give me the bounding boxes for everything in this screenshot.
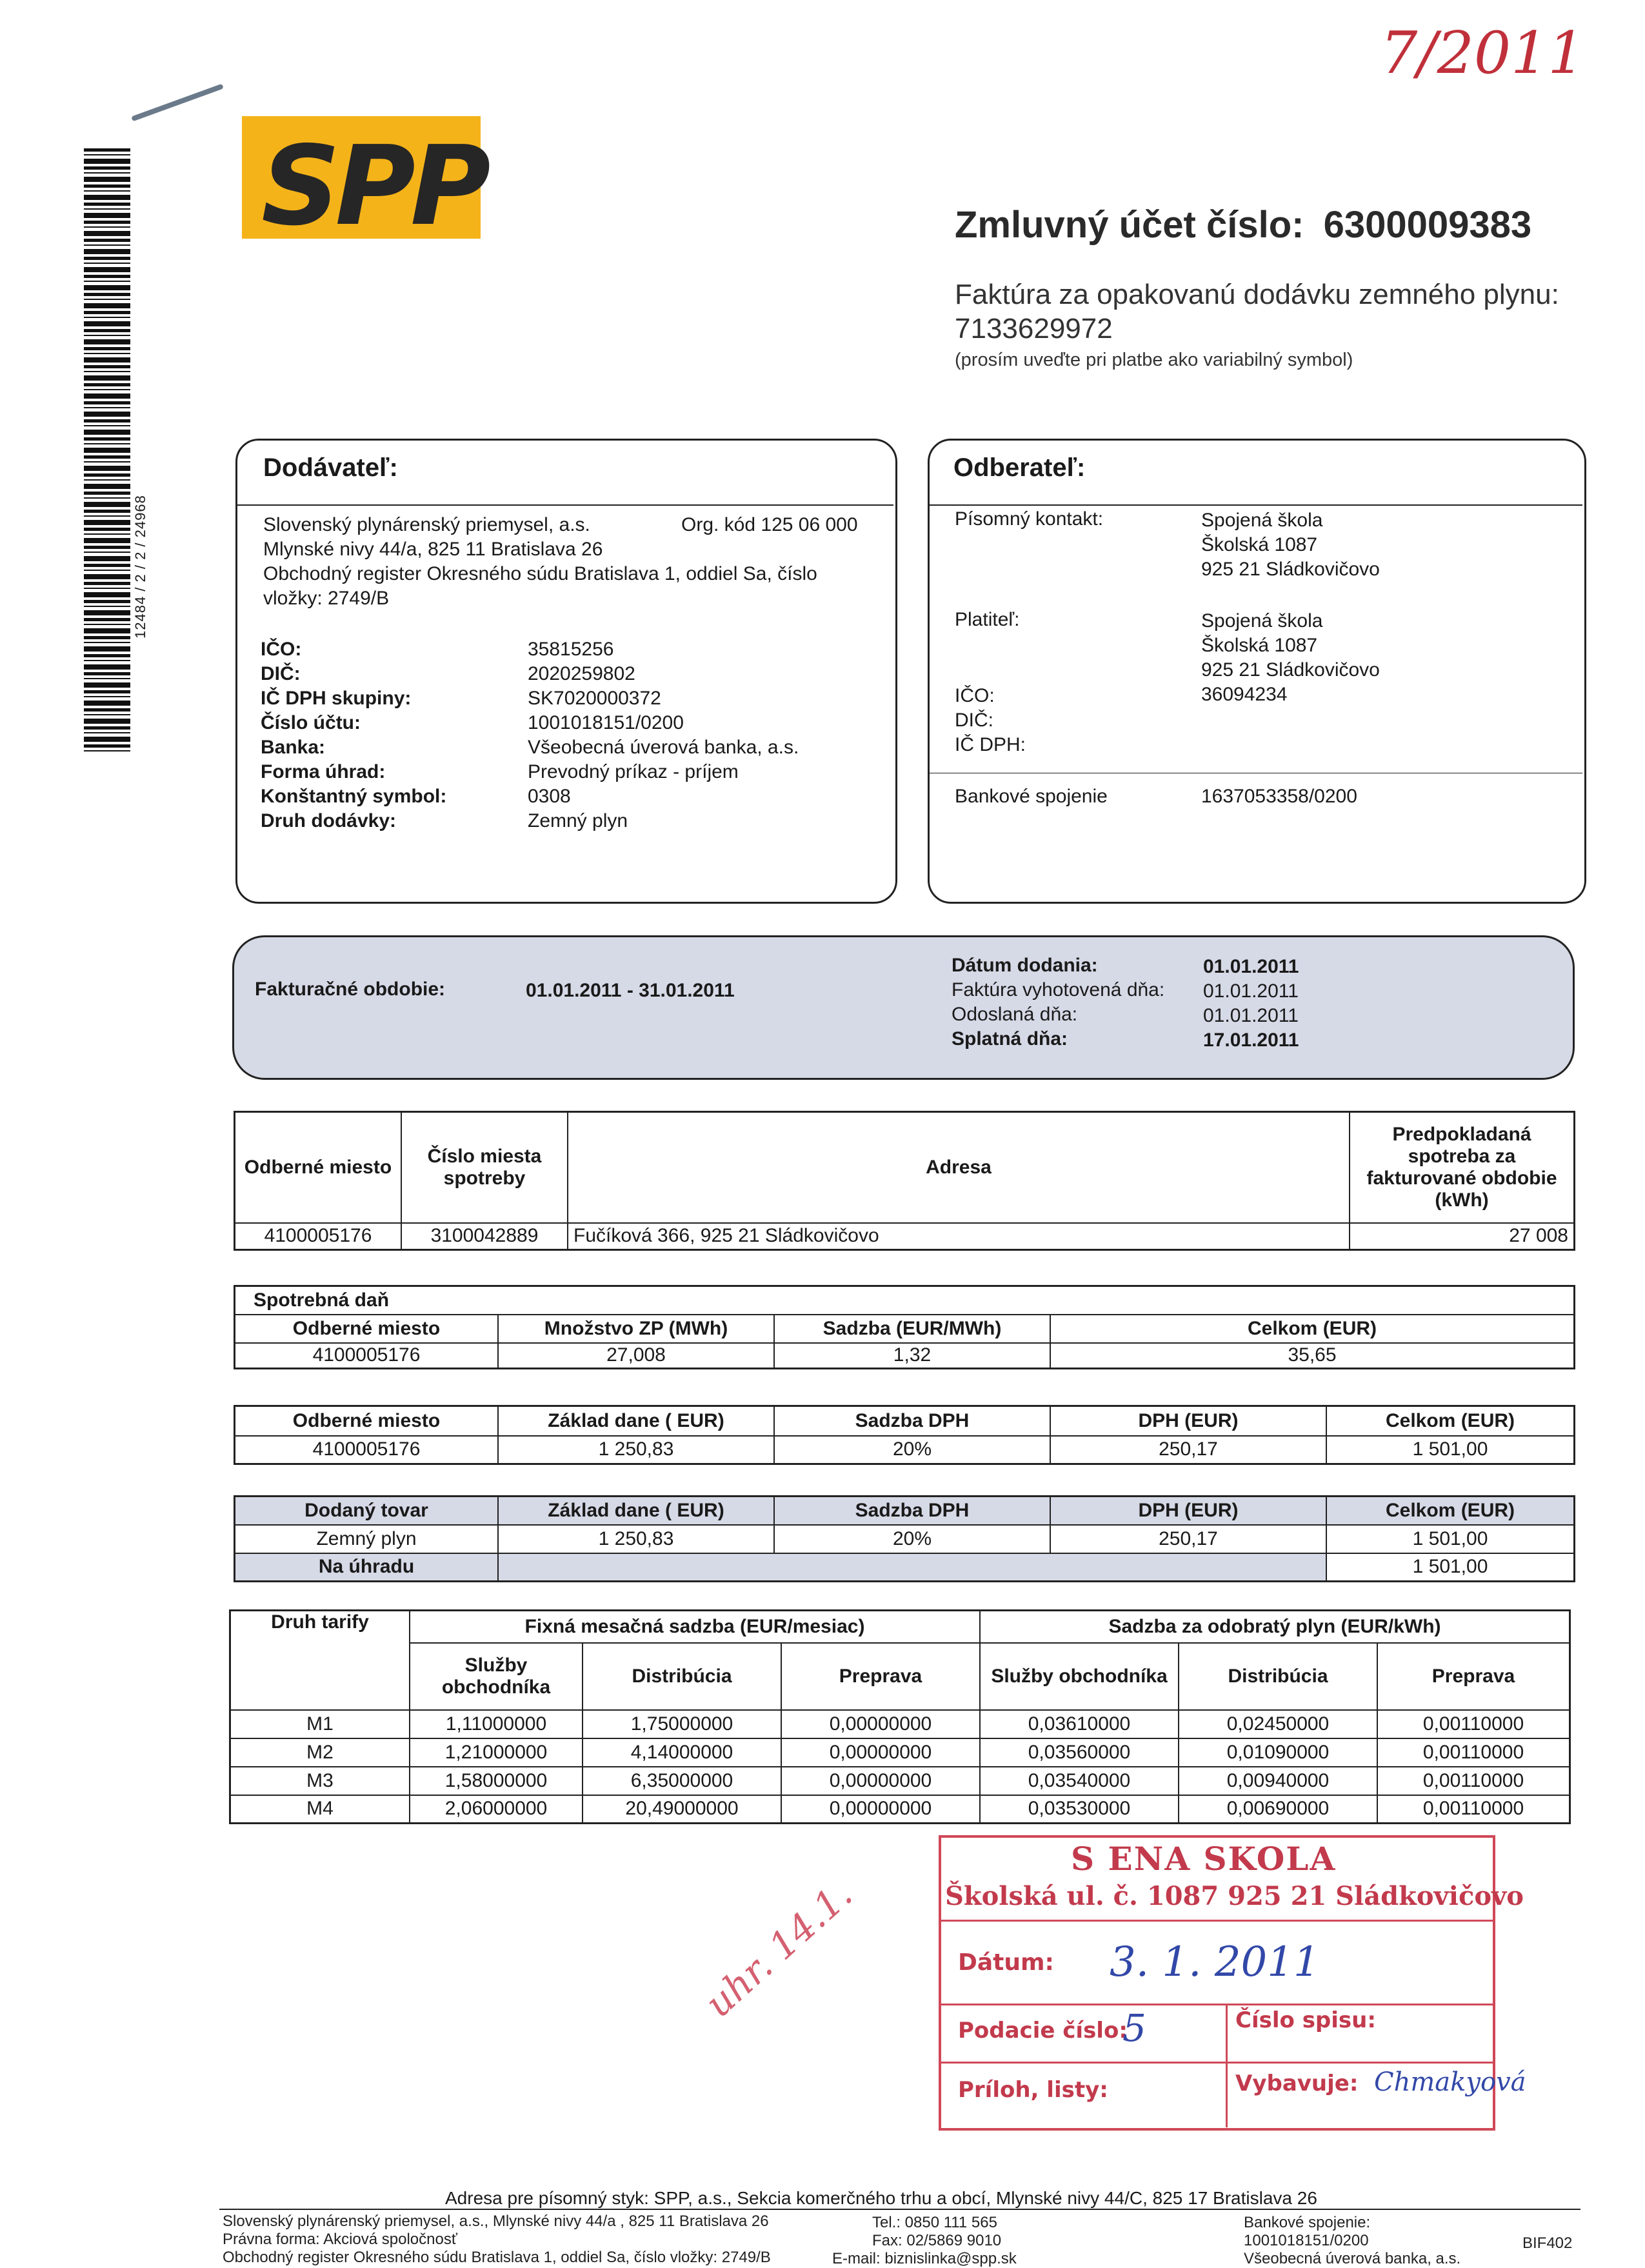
issued-date-label: Faktúra vyhotovená dňa: (952, 979, 1165, 1000)
table-cell: M4 (230, 1795, 410, 1824)
table-cell: 0,00110000 (1377, 1795, 1570, 1824)
footer-bank-account: 1001018151/0200 (1244, 2232, 1369, 2249)
footer-form-code: BIF402 (1522, 2234, 1573, 2252)
supplier-field-label: IČ DPH skupiny: (261, 688, 412, 709)
table-cell: 4100005176 (235, 1436, 499, 1464)
column-header: Fixná mesačná sadzba (EUR/mesiac) (410, 1611, 980, 1643)
table-cell: 0,03610000 (980, 1710, 1179, 1738)
customer-box-divider (929, 504, 1582, 506)
stamp-divider (1226, 2004, 1228, 2127)
supplier-title: Dodávateľ: (263, 453, 398, 482)
table-cell: 0,00690000 (1179, 1795, 1377, 1824)
table-cell: 2,06000000 (410, 1795, 583, 1824)
column-header: Odberné miesto (235, 1406, 499, 1436)
supplier-field-value: Všeobecná úverová banka, a.s. (528, 737, 799, 758)
stamp-filing-value: 5 (1122, 2006, 1146, 2050)
table-cell: 0,00000000 (781, 1767, 980, 1795)
table-cell: 0,03540000 (980, 1767, 1179, 1795)
supplier-field-value: 0308 (528, 786, 571, 807)
column-header: Základ dane ( EUR) (498, 1406, 774, 1436)
barcode (84, 148, 130, 755)
vat-table (234, 1405, 1575, 1465)
table-cell: 0,03530000 (980, 1795, 1179, 1824)
column-header: Sadzba DPH (774, 1497, 1050, 1525)
customer-payer-line: Spojená škola (1201, 610, 1323, 632)
supplier-field-value: Prevodný príkaz - príjem (528, 761, 739, 782)
column-header: Služby obchodníka (410, 1643, 583, 1710)
supplier-field-value: 2020259802 (528, 663, 635, 684)
handwritten-payment-note: uhr. 14.1. (697, 1872, 861, 2026)
barcode-number: 12484 / 2 / 2 / 24968 (132, 495, 148, 639)
customer-icdph-label: IČ DPH: (955, 734, 1026, 755)
column-header: Celkom (EUR) (1326, 1497, 1575, 1525)
supplier-field-value: Zemný plyn (528, 810, 628, 831)
invoice-number: 7133629972 (955, 313, 1113, 344)
supplier-address: Mlynské nivy 44/a, 825 11 Bratislava 26 (263, 539, 603, 560)
table-cell: M3 (230, 1767, 410, 1795)
column-header: Druh tarify (230, 1611, 410, 1710)
supplier-field-value: 35815256 (528, 639, 614, 660)
customer-title: Odberateľ: (953, 453, 1086, 482)
tariff-table (229, 1609, 1571, 1824)
table-cell (498, 1553, 1326, 1582)
customer-contact-label: Písomný kontakt: (955, 508, 1104, 530)
supplier-field-label: Forma úhrad: (261, 761, 386, 782)
account-label: Zmluvný účet číslo: (955, 204, 1304, 246)
handwritten-header: 7/2011 (1381, 19, 1585, 87)
column-header: DPH (EUR) (1050, 1497, 1326, 1525)
table-cell: 1,11000000 (410, 1710, 583, 1738)
excise-tax-table (234, 1285, 1575, 1369)
table-cell: 1 250,83 (498, 1436, 774, 1464)
table-cell: 3100042889 (401, 1223, 568, 1250)
due-date-value: 17.01.2011 (1203, 1030, 1299, 1051)
footer-legal-form: Právna forma: Akciová spoločnosť (223, 2231, 457, 2248)
column-header: Distribúcia (1179, 1643, 1377, 1710)
stamp-divider (939, 2004, 1493, 2005)
table-cell: 1,32 (774, 1343, 1050, 1369)
table-cell: 1 501,00 (1326, 1525, 1575, 1553)
sent-date-label: Odoslaná dňa: (952, 1004, 1078, 1025)
stamp-handler-signature: Chmakyová (1374, 2067, 1526, 2097)
customer-payer-line: Školská 1087 (1201, 635, 1318, 656)
column-header: Základ dane ( EUR) (498, 1497, 774, 1525)
footer-register: Obchodný register Okresného súdu Bratislava 1, oddiel Sa, číslo vložky: 2749/B (223, 2249, 771, 2266)
supplier-register-line1: Obchodný register Okresného súdu Bratislava 1, oddiel Sa, číslo (263, 563, 817, 584)
table-cell: 27 008 (1350, 1223, 1575, 1250)
footer-bank-name: Všeobecná úverová banka, a.s. (1244, 2250, 1461, 2267)
supplier-field-label: DIČ: (261, 663, 301, 684)
invoice-title: Faktúra za opakovanú dodávku zemného plynu: (955, 279, 1559, 310)
table-cell: Zemný plyn (235, 1525, 499, 1553)
column-header: Číslo miesta spotreby (401, 1112, 568, 1223)
column-header: Sadzba (EUR/MWh) (774, 1315, 1050, 1343)
column-header: Preprava (781, 1643, 980, 1710)
column-header: Sadzba za odobratý plyn (EUR/kWh) (980, 1611, 1570, 1643)
footer-divider (219, 2209, 1580, 2210)
due-date-label: Splatná dňa: (952, 1028, 1068, 1049)
table-cell: 250,17 (1050, 1436, 1326, 1464)
supplier-field-label: Druh dodávky: (261, 810, 397, 831)
table-cell: 20,49000000 (583, 1795, 781, 1824)
column-header: Služby obchodníka (980, 1643, 1179, 1710)
excise-tax-title: Spotrebná daň (235, 1286, 1575, 1315)
table-cell: M1 (230, 1710, 410, 1738)
customer-contact-line: Školská 1087 (1201, 534, 1318, 555)
customer-ico-label: IČO: (955, 685, 995, 706)
table-cell: 0,01090000 (1179, 1738, 1377, 1767)
customer-dic-label: DIČ: (955, 710, 993, 731)
delivery-date-label: Dátum dodania: (952, 955, 1098, 976)
footer-email: E-mail: biznislinka@spp.sk (832, 2250, 1017, 2267)
supplier-org-code: Org. kód 125 06 000 (681, 514, 858, 535)
footer-fax: Fax: 02/5869 9010 (872, 2232, 1002, 2249)
table-cell: 0,00110000 (1377, 1738, 1570, 1767)
stamp-handler-label: Vybavuje: (1235, 2071, 1359, 2096)
table-cell: 6,35000000 (583, 1767, 781, 1795)
consumption-point-table (234, 1111, 1575, 1251)
table-cell: 20% (774, 1525, 1050, 1553)
table-cell: 0,02450000 (1179, 1710, 1377, 1738)
column-header: Celkom (EUR) (1326, 1406, 1575, 1436)
column-header: Sadzba DPH (774, 1406, 1050, 1436)
table-cell: 4100005176 (235, 1223, 402, 1250)
customer-bank-label: Bankové spojenie (955, 786, 1108, 807)
table-cell: 0,03560000 (980, 1738, 1179, 1767)
stamp-date-value: 3. 1. 2011 (1110, 1938, 1320, 1986)
supplier-field-label: Banka: (261, 737, 326, 758)
stamp-divider (939, 1920, 1493, 1922)
account-number-heading (955, 203, 1531, 246)
table-cell: 4100005176 (235, 1343, 499, 1369)
table-cell: 1 250,83 (498, 1525, 774, 1553)
customer-payer-line: 925 21 Sládkovičovo (1201, 659, 1380, 681)
column-header: Preprava (1377, 1643, 1570, 1710)
stamp-date-label: Dátum: (958, 1949, 1054, 1976)
total-label: Na úhradu (235, 1553, 499, 1582)
column-header: Množstvo ZP (MWh) (498, 1315, 774, 1343)
customer-contact-line: Spojená škola (1201, 510, 1323, 531)
billing-period-value: 01.01.2011 - 31.01.2011 (526, 980, 735, 1001)
footer-mailing-address: Adresa pre písomný styk: SPP, a.s., Sekcia komerčného trhu a obcí, Mlynské nivy 44/C, 825 17 Bratislava 26 (445, 2188, 1317, 2208)
stamp-attachments-label: Príloh, listy: (958, 2077, 1108, 2103)
supplier-field-label: Konštantný symbol: (261, 786, 447, 807)
supplier-field-label: Číslo účtu: (261, 712, 361, 733)
issued-date-value: 01.01.2011 (1203, 980, 1299, 1002)
customer-bank-value: 1637053358/0200 (1201, 786, 1357, 807)
table-cell: 0,00940000 (1179, 1767, 1377, 1795)
invoice-note: (prosím uveďte pri platbe ako variabilný symbol) (955, 350, 1353, 370)
account-number: 6300009383 (1323, 204, 1532, 246)
stamp-school-address: Školská ul. č. 1087 925 21 Sládkovičovo (945, 1881, 1524, 1911)
delivery-date-value: 01.01.2011 (1203, 956, 1299, 977)
stamp-divider (939, 2062, 1493, 2064)
column-header: Adresa (568, 1112, 1350, 1223)
column-header: DPH (EUR) (1050, 1406, 1326, 1436)
staple-mark (131, 84, 224, 122)
billing-period-label: Fakturačné obdobie: (255, 979, 446, 1000)
customer-contact-line: 925 21 Sládkovičovo (1201, 559, 1380, 580)
footer-bank-label: Bankové spojenie: (1244, 2214, 1371, 2231)
total-value: 1 501,00 (1326, 1553, 1575, 1582)
spp-logo-text: SPP (261, 123, 486, 250)
footer-company: Slovenský plynárenský priemysel, a.s., Mlynské nivy 44/a , 825 11 Bratislava 26 (223, 2213, 769, 2230)
stamp-filing-label: Podacie číslo: (958, 2018, 1128, 2044)
table-cell: 0,00000000 (781, 1710, 980, 1738)
column-header: Celkom (EUR) (1050, 1315, 1575, 1343)
sent-date-value: 01.01.2011 (1203, 1005, 1299, 1026)
footer-phone: Tel.: 0850 111 565 (872, 2214, 997, 2231)
customer-ico-value: 36094234 (1201, 684, 1288, 705)
column-header: Dodaný tovar (235, 1497, 499, 1525)
column-header: Distribúcia (583, 1643, 781, 1710)
stamp-school-name: S ENA SKOLA (1071, 1840, 1337, 1878)
table-cell: 250,17 (1050, 1525, 1326, 1553)
table-cell: 35,65 (1050, 1343, 1575, 1369)
table-cell: 4,14000000 (583, 1738, 781, 1767)
table-cell: M2 (230, 1738, 410, 1767)
table-cell: 1 501,00 (1326, 1436, 1575, 1464)
table-cell: 27,008 (498, 1343, 774, 1369)
supplier-field-label: IČO: (261, 639, 302, 660)
table-cell: 1,75000000 (583, 1710, 781, 1738)
column-header: Predpokladaná spotreba za fakturované obdobie (kWh) (1350, 1112, 1575, 1223)
table-cell: 0,00110000 (1377, 1767, 1570, 1795)
goods-table (234, 1495, 1575, 1582)
table-cell: 0,00000000 (781, 1738, 980, 1767)
table-cell: 0,00000000 (781, 1795, 980, 1824)
supplier-name: Slovenský plynárenský priemysel, a.s. (263, 514, 590, 535)
supplier-register-line2: vložky: 2749/B (263, 588, 390, 609)
table-cell: 20% (774, 1436, 1050, 1464)
column-header: Odberné miesto (235, 1315, 499, 1343)
table-cell: 0,00110000 (1377, 1710, 1570, 1738)
supplier-field-value: 1001018151/0200 (528, 712, 684, 733)
customer-payer-label: Platiteľ: (955, 609, 1020, 630)
table-cell: 1,21000000 (410, 1738, 583, 1767)
table-cell: 1,58000000 (410, 1767, 583, 1795)
column-header: Odberné miesto (235, 1112, 402, 1223)
stamp-file-label: Číslo spisu: (1235, 2007, 1376, 2033)
billing-period-box (232, 935, 1575, 1080)
supplier-field-value: SK7020000372 (528, 688, 661, 709)
table-cell: Fučíková 366, 925 21 Sládkovičovo (568, 1223, 1350, 1250)
supplier-box-divider (237, 504, 893, 506)
